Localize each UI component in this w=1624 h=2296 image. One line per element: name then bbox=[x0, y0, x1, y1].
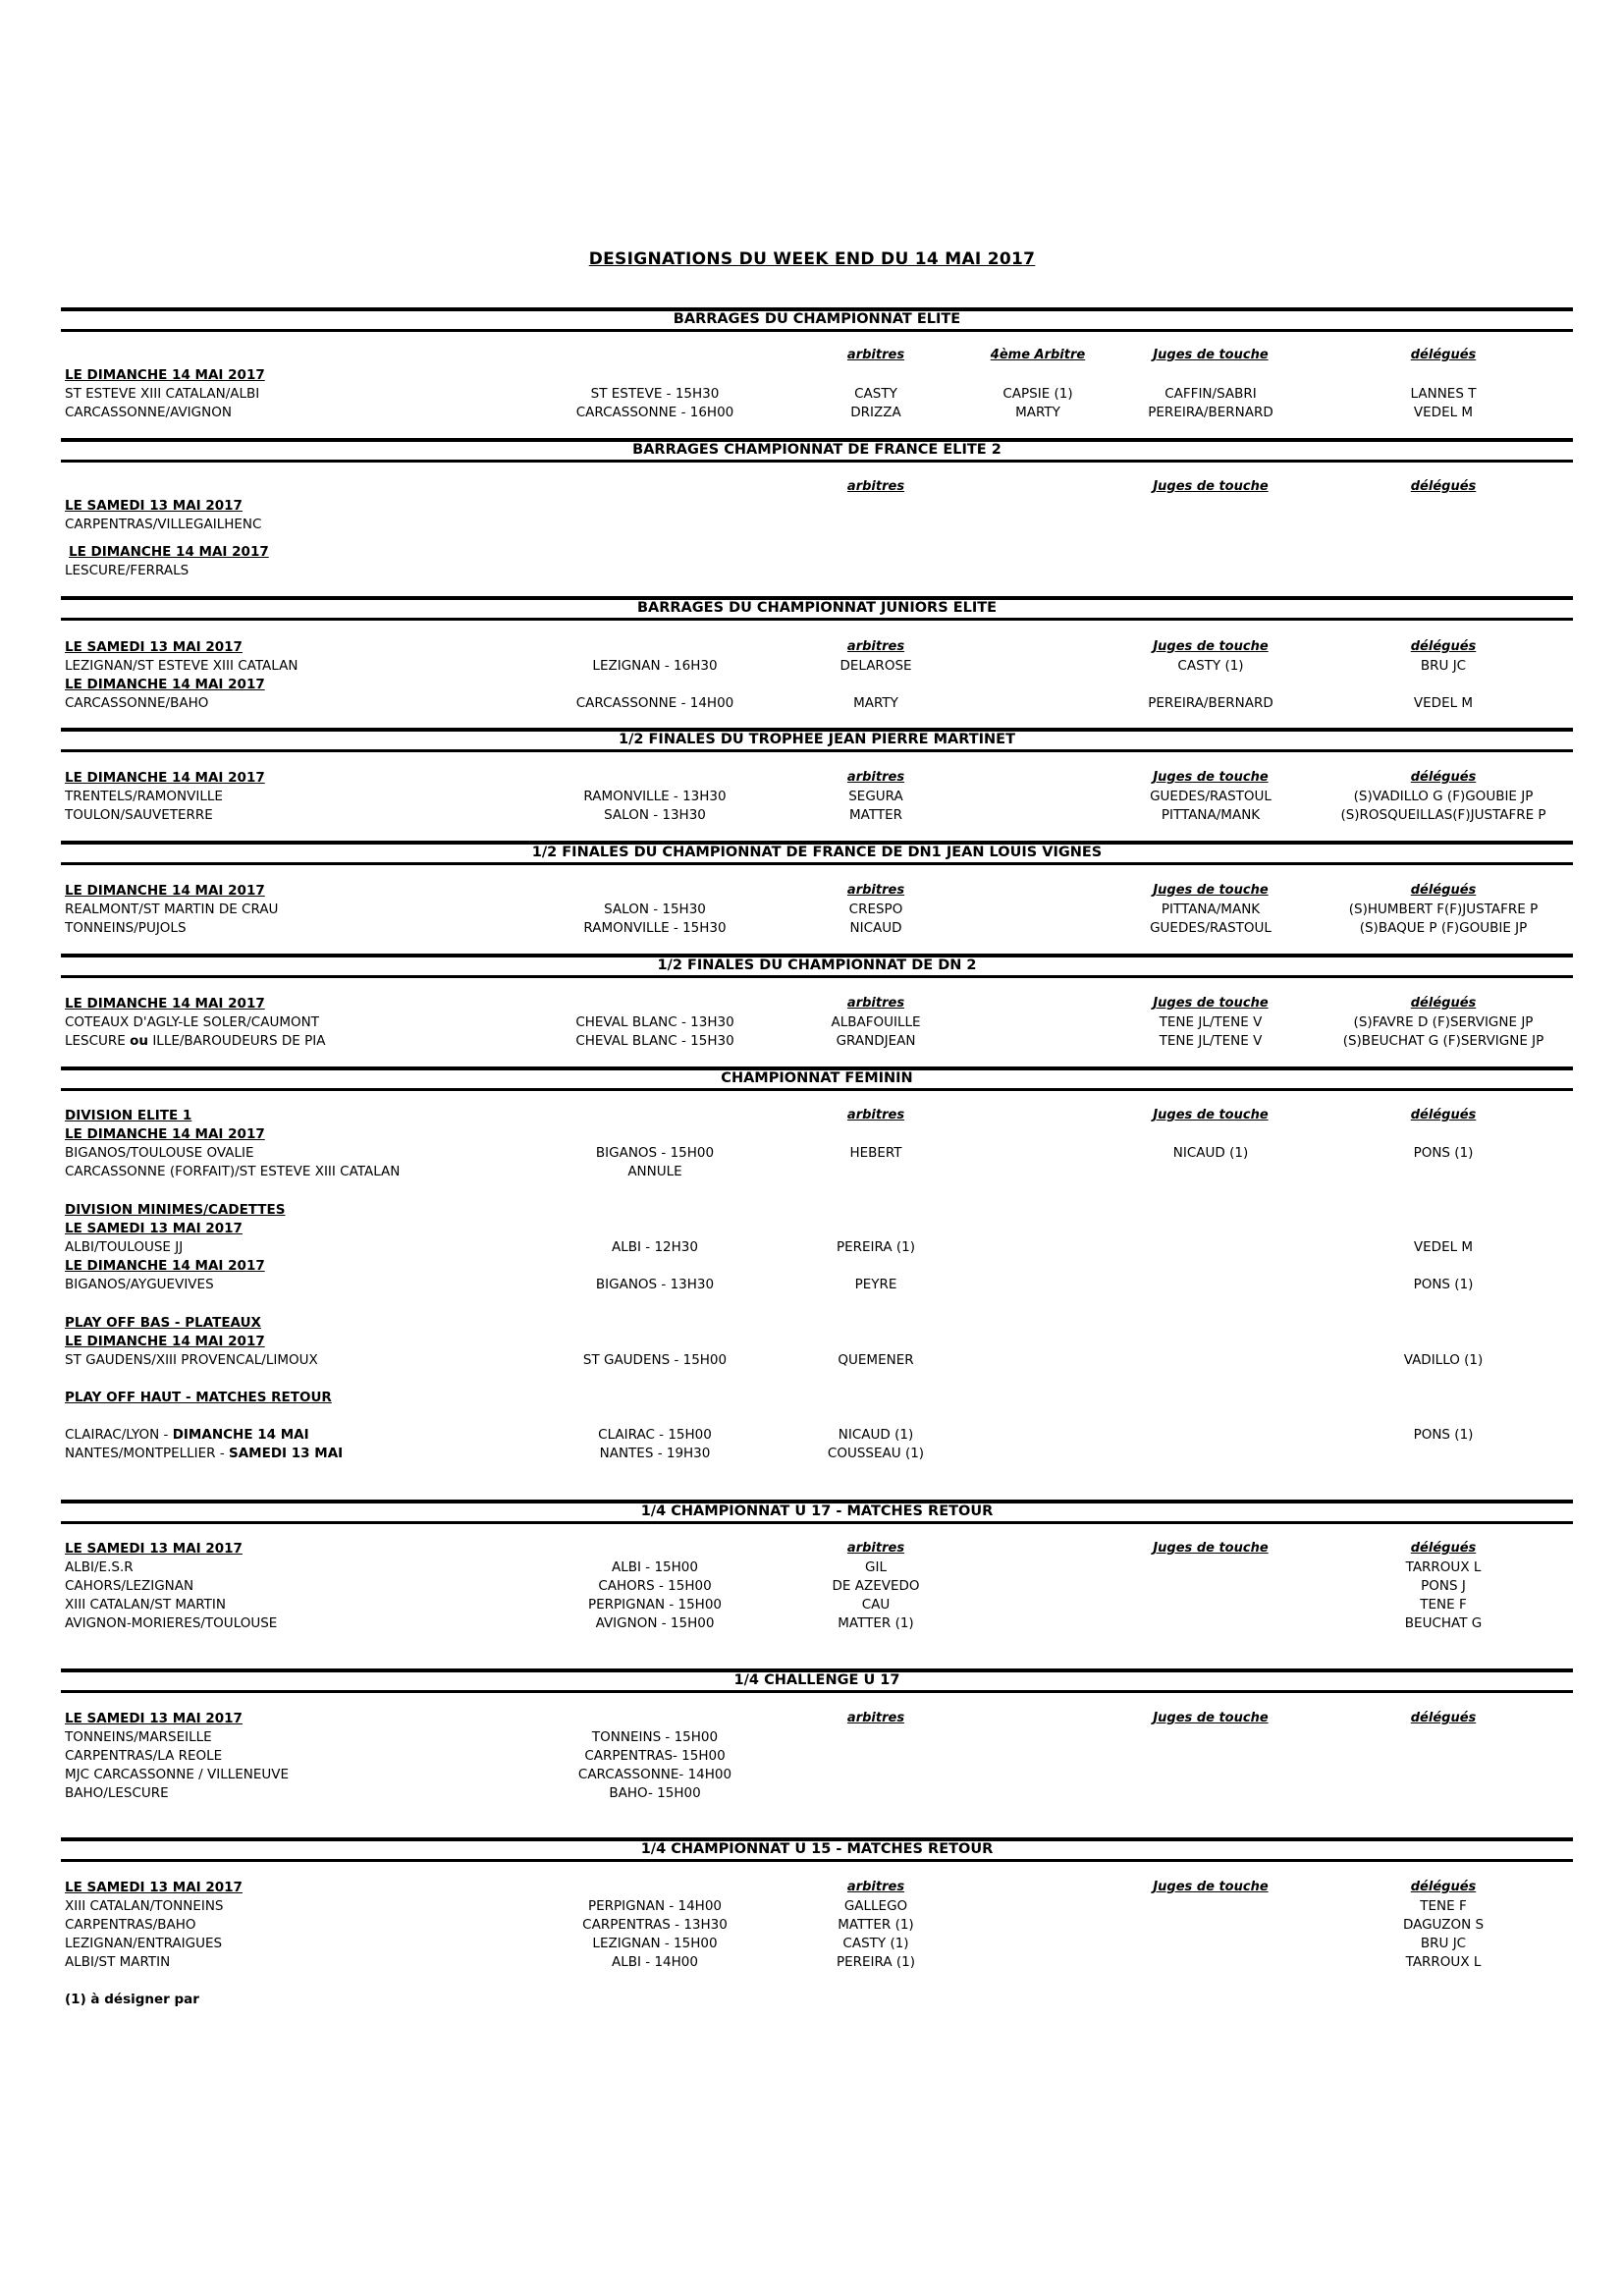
match-name: AVIGNON-MORIERES/TOULOUSE bbox=[65, 1615, 278, 1631]
date-label: LE DIMANCHE 14 MAI 2017 bbox=[69, 544, 269, 560]
match-name: COTEAUX D'AGLY-LE SOLER/CAUMONT bbox=[65, 1014, 319, 1030]
match-name: CAHORS/LEZIGNAN bbox=[65, 1578, 194, 1594]
match-name: ALBI/E.S.R bbox=[65, 1559, 134, 1575]
delegate: TARROUX L bbox=[1405, 1954, 1482, 1970]
venue-time: CARCASSONNE - 14H00 bbox=[575, 695, 734, 711]
referee: PEREIRA (1) bbox=[836, 1954, 916, 1970]
venue-time: PERPIGNAN - 15H00 bbox=[587, 1597, 723, 1613]
section-title: CHAMPIONNAT FEMININ bbox=[721, 1070, 913, 1086]
referee: CAU bbox=[861, 1597, 891, 1613]
venue-time: CAHORS - 15H00 bbox=[598, 1578, 712, 1594]
fourth-referee: MARTY bbox=[1015, 405, 1060, 420]
column-header-juges: Juges de touche bbox=[1153, 1541, 1269, 1556]
delegate: VADILLO (1) bbox=[1403, 1352, 1484, 1368]
delegate: TARROUX L bbox=[1405, 1559, 1482, 1575]
section-title: 1/2 FINALES DU CHAMPIONNAT DE FRANCE DE DN1 JEAN LOUIS VIGNES bbox=[531, 845, 1103, 860]
touch-judges: CASTY (1) bbox=[1177, 658, 1244, 674]
referee: GRANDJEAN bbox=[836, 1033, 916, 1049]
column-header-delegues: délégués bbox=[1410, 479, 1477, 494]
venue-time: SALON - 15H30 bbox=[604, 902, 706, 917]
division-label: DIVISION ELITE 1 bbox=[65, 1108, 192, 1123]
match-name bbox=[65, 1032, 325, 1050]
match-name: CARCASSONNE/BAHO bbox=[65, 695, 209, 711]
column-header-juges: Juges de touche bbox=[1153, 996, 1269, 1011]
referee: CRESPO bbox=[848, 902, 903, 917]
match-name: CARPENTRAS/BAHO bbox=[65, 1917, 196, 1933]
date-label: LE DIMANCHE 14 MAI 2017 bbox=[65, 1258, 265, 1274]
section-header-u17 bbox=[61, 1500, 1573, 1524]
touch-judges: PEREIRA/BERNARD bbox=[1148, 405, 1273, 420]
match-name bbox=[65, 1445, 343, 1462]
venue-time: LEZIGNAN - 15H00 bbox=[592, 1936, 718, 1951]
column-header-juges: Juges de touche bbox=[1153, 770, 1269, 785]
referee: MARTY bbox=[853, 695, 898, 711]
venue-time: BIGANOS - 13H30 bbox=[595, 1277, 715, 1292]
delegate: PONS (1) bbox=[1413, 1145, 1474, 1161]
delegate: BRU JC bbox=[1420, 1936, 1467, 1951]
column-header-delegues: délégués bbox=[1410, 1880, 1477, 1894]
touch-judges: TENE JL/TENE V bbox=[1159, 1014, 1263, 1030]
date-label: LE SAMEDI 13 MAI 2017 bbox=[65, 639, 243, 655]
section-title: 1/4 CHAMPIONNAT U 15 - MATCHES RETOUR bbox=[640, 1841, 994, 1857]
section-title: 1/4 CHAMPIONNAT U 17 - MATCHES RETOUR bbox=[640, 1503, 994, 1519]
column-header-arbitres: arbitres bbox=[846, 996, 905, 1011]
section-header-trophee bbox=[61, 728, 1573, 752]
delegate: (S)VADILLO G (F)GOUBIE JP bbox=[1353, 789, 1534, 804]
match-name: XIII CATALAN/ST MARTIN bbox=[65, 1597, 226, 1613]
delegate: PONS J bbox=[1421, 1578, 1466, 1594]
referee: DE AZEVEDO bbox=[832, 1578, 920, 1594]
column-header-delegues: délégués bbox=[1410, 1541, 1477, 1556]
date-label: LE SAMEDI 13 MAI 2017 bbox=[65, 1221, 243, 1236]
delegate: (S)HUMBERT F(F)JUSTAFRE P bbox=[1348, 902, 1539, 917]
match-name: LEZIGNAN/ST ESTEVE XIII CATALAN bbox=[65, 658, 298, 674]
section-header-juniors bbox=[61, 596, 1573, 621]
column-header-delegues: délégués bbox=[1410, 1108, 1477, 1122]
touch-judges: PITTANA/MANK bbox=[1161, 807, 1261, 823]
venue-time: NANTES - 19H30 bbox=[599, 1446, 711, 1461]
column-header-juges: Juges de touche bbox=[1153, 479, 1269, 494]
match-name: LESCURE/FERRALS bbox=[65, 563, 189, 578]
division-label: DIVISION MINIMES/CADETTES bbox=[65, 1202, 286, 1218]
referee: COUSSEAU (1) bbox=[827, 1446, 925, 1461]
column-header-juges: Juges de touche bbox=[1153, 1880, 1269, 1894]
venue-time: CHEVAL BLANC - 15H30 bbox=[575, 1033, 734, 1049]
delegate: (S)ROSQUEILLAS(F)JUSTAFRE P bbox=[1340, 807, 1546, 823]
delegate: VEDEL M bbox=[1413, 1239, 1474, 1255]
column-header-juges: Juges de touche bbox=[1153, 639, 1269, 654]
match-team-a: LESCURE bbox=[65, 1033, 131, 1049]
venue-time: BIGANOS - 15H00 bbox=[595, 1145, 715, 1161]
match-name: ST ESTEVE XIII CATALAN/ALBI bbox=[65, 386, 260, 402]
venue-time: TONNEINS - 15H00 bbox=[591, 1729, 719, 1745]
date-label: LE DIMANCHE 14 MAI 2017 bbox=[65, 996, 265, 1011]
referee: HEBERT bbox=[849, 1145, 902, 1161]
referee: CASTY bbox=[854, 386, 897, 402]
section-header-elite-2 bbox=[61, 438, 1573, 463]
match-teams: CLAIRAC/LYON - bbox=[65, 1427, 173, 1443]
venue-time: AVIGNON - 15H00 bbox=[595, 1615, 715, 1631]
delegate: BRU JC bbox=[1420, 658, 1467, 674]
touch-judges: PEREIRA/BERNARD bbox=[1148, 695, 1273, 711]
match-name: XIII CATALAN/TONNEINS bbox=[65, 1898, 224, 1914]
section-header-elite bbox=[61, 307, 1573, 332]
match-name: ALBI/TOULOUSE JJ bbox=[65, 1239, 184, 1255]
delegate: VEDEL M bbox=[1413, 405, 1474, 420]
delegate: (S)FAVRE D (F)SERVIGNE JP bbox=[1353, 1014, 1534, 1030]
match-name: TONNEINS/MARSEILLE bbox=[65, 1729, 212, 1745]
section-header-dn1 bbox=[61, 841, 1573, 865]
match-name: CARPENTRAS/VILLEGAILHENC bbox=[65, 517, 262, 532]
date-label: LE DIMANCHE 14 MAI 2017 bbox=[65, 1126, 265, 1142]
date-label: LE DIMANCHE 14 MAI 2017 bbox=[65, 677, 265, 692]
division-label: PLAY OFF BAS - PLATEAUX bbox=[65, 1315, 261, 1331]
column-header-delegues: délégués bbox=[1410, 348, 1477, 362]
match-name: BIGANOS/TOULOUSE OVALIE bbox=[65, 1145, 254, 1161]
match-name: BAHO/LESCURE bbox=[65, 1785, 169, 1801]
section-header-dn2 bbox=[61, 954, 1573, 978]
venue-time: SALON - 13H30 bbox=[604, 807, 706, 823]
touch-judges: NICAUD (1) bbox=[1172, 1145, 1249, 1161]
match-name: MJC CARCASSONNE / VILLENEUVE bbox=[65, 1767, 290, 1782]
delegate: TENE F bbox=[1420, 1597, 1467, 1613]
date-label: LE SAMEDI 13 MAI 2017 bbox=[65, 1711, 243, 1726]
match-or: ou bbox=[130, 1033, 149, 1049]
referee: MATTER (1) bbox=[838, 1917, 914, 1933]
referee: MATTER (1) bbox=[838, 1615, 914, 1631]
column-header-arbitres: arbitres bbox=[846, 1108, 905, 1122]
match-name: CARPENTRAS/LA REOLE bbox=[65, 1748, 223, 1764]
date-label: LE DIMANCHE 14 MAI 2017 bbox=[65, 883, 265, 899]
venue-time: CHEVAL BLANC - 13H30 bbox=[575, 1014, 734, 1030]
page-title: DESIGNATIONS DU WEEK END DU 14 MAI 2017 bbox=[588, 249, 1036, 269]
section-title: BARRAGES DU CHAMPIONNAT JUNIORS ELITE bbox=[636, 600, 998, 616]
venue-time: RAMONVILLE - 13H30 bbox=[583, 789, 727, 804]
column-header-arbitres: arbitres bbox=[846, 883, 905, 898]
column-header-juges: Juges de touche bbox=[1153, 1711, 1269, 1725]
column-header-arbitres: arbitres bbox=[846, 639, 905, 654]
venue-time: PERPIGNAN - 14H00 bbox=[587, 1898, 723, 1914]
venue-time: CARCASSONNE- 14H00 bbox=[577, 1767, 732, 1782]
section-header-u15 bbox=[61, 1837, 1573, 1862]
venue-time: CARPENTRAS- 15H00 bbox=[584, 1748, 726, 1764]
column-header-arbitres: arbitres bbox=[846, 1711, 905, 1725]
referee: SEGURA bbox=[848, 789, 903, 804]
date-label: LE SAMEDI 13 MAI 2017 bbox=[65, 1880, 243, 1895]
venue-time: CARCASSONNE - 16H00 bbox=[575, 405, 734, 420]
referee: NICAUD bbox=[849, 920, 902, 936]
referee: MATTER bbox=[849, 807, 902, 823]
date-label: LE SAMEDI 13 MAI 2017 bbox=[65, 498, 243, 514]
match-name: TONNEINS/PUJOLS bbox=[65, 920, 187, 936]
venue-time: BAHO- 15H00 bbox=[609, 1785, 701, 1801]
column-header-arbitres: arbitres bbox=[846, 1880, 905, 1894]
column-header-delegues: délégués bbox=[1410, 883, 1477, 898]
column-header-arbitres: arbitres bbox=[846, 770, 905, 785]
venue-time: ALBI - 15H00 bbox=[612, 1559, 698, 1575]
fourth-referee: CAPSIE (1) bbox=[1002, 386, 1073, 402]
date-label: LE DIMANCHE 14 MAI 2017 bbox=[65, 1334, 265, 1349]
footnote: (1) à désigner par bbox=[65, 1992, 199, 2007]
venue-time: RAMONVILLE - 15H30 bbox=[583, 920, 727, 936]
section-header-challenge-u17 bbox=[61, 1668, 1573, 1693]
column-header-juges: Juges de touche bbox=[1153, 883, 1269, 898]
match-name: REALMONT/ST MARTIN DE CRAU bbox=[65, 902, 279, 917]
touch-judges: TENE JL/TENE V bbox=[1159, 1033, 1263, 1049]
referee: QUEMENER bbox=[838, 1352, 914, 1368]
match-name: TOULON/SAUVETERRE bbox=[65, 807, 213, 823]
section-title: BARRAGES DU CHAMPIONNAT ELITE bbox=[673, 311, 961, 327]
match-name: ST GAUDENS/XIII PROVENCAL/LIMOUX bbox=[65, 1352, 318, 1368]
delegate: LANNES T bbox=[1410, 386, 1477, 402]
referee: DELAROSE bbox=[839, 658, 912, 674]
date-label: LE SAMEDI 13 MAI 2017 bbox=[65, 1541, 243, 1557]
section-title: 1/2 FINALES DU CHAMPIONNAT DE DN 2 bbox=[657, 957, 977, 973]
referee: PEREIRA (1) bbox=[836, 1239, 916, 1255]
column-header-4eme-arbitre: 4ème Arbitre bbox=[990, 348, 1086, 362]
column-header-juges: Juges de touche bbox=[1153, 348, 1269, 362]
venue-time: ALBI - 14H00 bbox=[612, 1954, 698, 1970]
match-name: TRENTELS/RAMONVILLE bbox=[65, 789, 223, 804]
venue-time: LEZIGNAN - 16H30 bbox=[592, 658, 718, 674]
match-team-b: ILLE/BAROUDEURS DE PIA bbox=[148, 1033, 326, 1049]
touch-judges: GUEDES/RASTOUL bbox=[1150, 920, 1272, 936]
column-header-delegues: délégués bbox=[1410, 1711, 1477, 1725]
touch-judges: PITTANA/MANK bbox=[1161, 902, 1261, 917]
delegate: (S)BAQUE P (F)GOUBIE JP bbox=[1359, 920, 1528, 936]
touch-judges: GUEDES/RASTOUL bbox=[1150, 789, 1272, 804]
column-header-arbitres: arbitres bbox=[846, 479, 905, 494]
delegate: BEUCHAT G bbox=[1404, 1615, 1483, 1631]
venue-time: ST GAUDENS - 15H00 bbox=[582, 1352, 728, 1368]
section-title: BARRAGES CHAMPIONNAT DE FRANCE ELITE 2 bbox=[632, 442, 1001, 458]
column-header-delegues: délégués bbox=[1410, 996, 1477, 1011]
date-label: LE DIMANCHE 14 MAI 2017 bbox=[65, 770, 265, 786]
venue-time: CLAIRAC - 15H00 bbox=[598, 1427, 712, 1443]
referee: CASTY (1) bbox=[842, 1936, 909, 1951]
match-day: SAMEDI 13 MAI bbox=[229, 1446, 344, 1461]
match-name: CARCASSONNE (FORFAIT)/ST ESTEVE XIII CATALAN bbox=[65, 1164, 401, 1179]
delegate: TENE F bbox=[1420, 1898, 1467, 1914]
division-label: PLAY OFF HAUT - MATCHES RETOUR bbox=[65, 1390, 332, 1405]
venue-time: ANNULE bbox=[627, 1164, 682, 1179]
match-name: CARCASSONNE/AVIGNON bbox=[65, 405, 232, 420]
delegate: DAGUZON S bbox=[1402, 1917, 1485, 1933]
delegate: (S)BEUCHAT G (F)SERVIGNE JP bbox=[1342, 1033, 1544, 1049]
venue-time: ST ESTEVE - 15H30 bbox=[590, 386, 720, 402]
touch-judges: CAFFIN/SABRI bbox=[1164, 386, 1257, 402]
column-header-arbitres: arbitres bbox=[846, 348, 905, 362]
delegate: VEDEL M bbox=[1413, 695, 1474, 711]
delegate: PONS (1) bbox=[1413, 1277, 1474, 1292]
date-label: LE DIMANCHE 14 MAI 2017 bbox=[65, 367, 265, 383]
match-name: LEZIGNAN/ENTRAIGUES bbox=[65, 1936, 223, 1951]
venue-time: ALBI - 12H30 bbox=[612, 1239, 698, 1255]
column-header-delegues: délégués bbox=[1410, 639, 1477, 654]
match-name: ALBI/ST MARTIN bbox=[65, 1954, 171, 1970]
section-header-feminin bbox=[61, 1066, 1573, 1091]
delegate: PONS (1) bbox=[1413, 1427, 1474, 1443]
match-name bbox=[65, 1426, 309, 1444]
referee: GALLEGO bbox=[843, 1898, 908, 1914]
column-header-juges: Juges de touche bbox=[1153, 1108, 1269, 1122]
referee: DRIZZA bbox=[850, 405, 901, 420]
column-header-delegues: délégués bbox=[1410, 770, 1477, 785]
section-title: 1/4 CHALLENGE U 17 bbox=[733, 1672, 900, 1688]
match-teams: NANTES/MONTPELLIER - bbox=[65, 1446, 230, 1461]
venue-time: CARPENTRAS - 13H30 bbox=[582, 1917, 728, 1933]
referee: GIL bbox=[865, 1559, 887, 1575]
referee: PEYRE bbox=[854, 1277, 897, 1292]
match-name: BIGANOS/AYGUEVIVES bbox=[65, 1277, 214, 1292]
match-day: DIMANCHE 14 MAI bbox=[172, 1427, 309, 1443]
referee: ALBAFOUILLE bbox=[831, 1014, 921, 1030]
section-title: 1/2 FINALES DU TROPHEE JEAN PIERRE MARTINET bbox=[619, 732, 1015, 747]
referee: NICAUD (1) bbox=[838, 1427, 914, 1443]
column-header-arbitres: arbitres bbox=[846, 1541, 905, 1556]
